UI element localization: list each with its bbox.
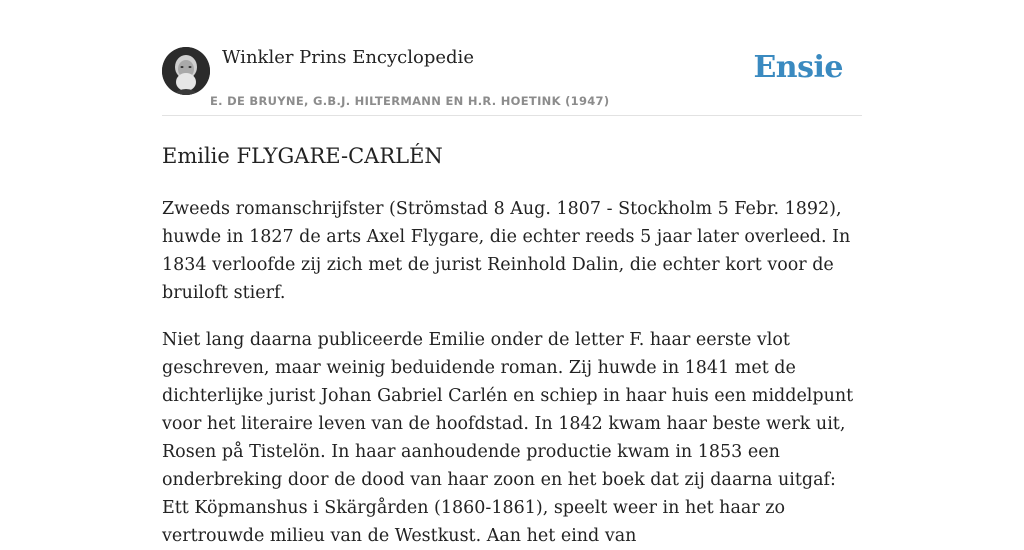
authors-credit: E. DE BRUYNE, G.B.J. HILTERMANN EN H.R. HOETINK (1947) [210,94,610,108]
article-paragraph-2: Niet lang daarna publiceerde Emilie onder de letter F. haar eerste vlot geschreven, maar weinig beduidende roman. Zij huwde in 1841 met de dichterlijke jurist Johan Gabriel Carlén en schiep in haar huis een middelpunt voor het literaire leven van de hoofdstad. In 1842 kwam haar beste werk uit, Rosen på Tistelön. In haar aanhoudende productie kwam in 1853 een onderbreking door de dood van haar zoon en het boek dat zij daarna uitgaf: Ett Köpmanshus i Skärgården (1860-1861), speelt weer in het haar zo vertrouwde milieu van de Westkust. Aan het eind van [162,330,854,546]
author-portrait-icon [162,47,210,95]
ensie-logo[interactable]: Ensie [753,50,843,85]
article-title: Emilie FLYGARE-CARLÉN [162,144,443,168]
encyclopedia-title[interactable]: Winkler Prins Encyclopedie [222,47,474,68]
page-container [162,0,862,550]
page-header [162,0,862,116]
author-avatar[interactable] [162,47,210,95]
article-paragraph-1: Zweeds romanschrijfster (Strömstad 8 Aug. 1807 - Stockholm 5 Febr. 1892), huwde in 1827 de arts Axel Flygare, die echter reeds 5 jaar later overleed. In 1834 verloofde zij zich met de jurist Reinhold Dalin, die echter kort voor de bruiloft stierf. [162,199,851,303]
